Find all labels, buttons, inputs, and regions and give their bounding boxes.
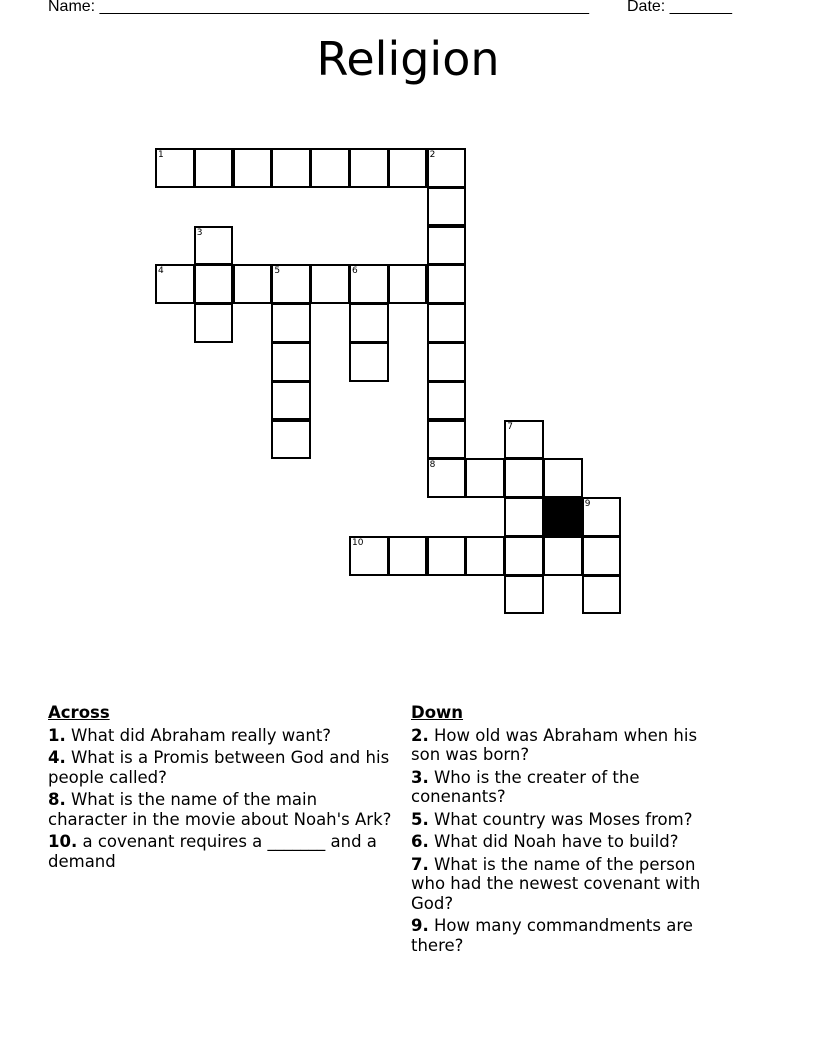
crossword-cell[interactable] (194, 303, 234, 343)
name-line: Name: _______________________________________________________ (48, 0, 589, 15)
crossword-cell[interactable] (543, 536, 583, 576)
crossword-cell[interactable] (310, 148, 350, 188)
date-line: Date: _______ (627, 0, 732, 15)
across-clues (48, 703, 398, 874)
cell-number: 1 (158, 150, 164, 160)
crossword-cell[interactable] (582, 497, 622, 537)
clue-text: What is a Promis between God and his people called? (48, 748, 390, 787)
crossword-cell[interactable] (271, 381, 311, 421)
crossword-cell[interactable] (233, 264, 273, 304)
crossword-cell[interactable] (271, 342, 311, 382)
clue-text: What is the name of the main character in the movie about Noah's Ark? (48, 790, 392, 829)
puzzle-title: Religion (316, 32, 500, 86)
cell-number: 4 (158, 266, 164, 277)
crossword-cell[interactable] (271, 420, 311, 460)
crossword-cell[interactable] (543, 458, 583, 498)
clue-number: 2. (411, 725, 429, 745)
clue-text: Who is the creater of the conenants? (411, 767, 640, 806)
down-clue (411, 832, 731, 852)
down-clue (411, 810, 731, 830)
clue-text: What is the name of the person who had the newest covenant with God? (411, 854, 701, 913)
crossword-cell[interactable] (155, 264, 195, 304)
crossword-cell[interactable] (465, 536, 505, 576)
crossword-cell[interactable] (349, 342, 389, 382)
crossword-cell[interactable] (388, 264, 428, 304)
clue-text: a covenant requires a _______ and a demand (48, 832, 377, 871)
cell-number: 8 (429, 460, 436, 471)
across-heading: Across (48, 703, 110, 722)
cell-number: 2 (429, 150, 436, 160)
crossword-cell[interactable] (427, 458, 467, 498)
crossword-cell[interactable] (427, 381, 467, 421)
cell-number: 5 (274, 266, 281, 277)
crossword-cell[interactable] (155, 148, 195, 188)
clue-number: 9. (411, 916, 429, 935)
crossword-cell[interactable] (504, 497, 544, 537)
cell-number: 7 (507, 421, 513, 432)
crossword-cell[interactable] (504, 420, 544, 460)
crossword-cell[interactable] (427, 226, 467, 266)
across-clue (48, 726, 398, 746)
crossword-cell[interactable] (349, 536, 389, 576)
across-clue (48, 748, 398, 787)
crossword-cell[interactable] (233, 148, 273, 188)
clue-text: What did Abraham really want? (65, 725, 332, 745)
clue-text: How old was Abraham when his son was born? (411, 725, 698, 764)
crossword-cell[interactable] (271, 148, 311, 188)
crossword-cell[interactable] (194, 226, 234, 266)
crossword-cell[interactable] (310, 264, 350, 304)
crossword-cell[interactable] (427, 264, 467, 304)
clue-number: 1. (48, 725, 66, 745)
crossword-cell[interactable] (465, 458, 505, 498)
crossword-cell[interactable] (504, 458, 544, 498)
across-clue (48, 832, 398, 871)
crossword-cell[interactable] (349, 303, 389, 343)
crossword-cell[interactable] (349, 148, 389, 188)
black-cell (543, 497, 583, 537)
clue-text: What country was Moses from? (428, 809, 693, 829)
down-clue (411, 726, 731, 765)
clue-number: 6. (411, 832, 429, 851)
crossword-cell[interactable] (271, 303, 311, 343)
crossword-cell[interactable] (427, 342, 467, 382)
crossword-cell[interactable] (349, 264, 389, 304)
crossword-cell[interactable] (427, 536, 467, 576)
down-clue (411, 916, 731, 955)
down-heading: Down (411, 703, 464, 722)
cell-number: 10 (352, 538, 364, 548)
crossword-cell[interactable] (388, 148, 428, 188)
clue-text: How many commandments are there? (411, 916, 693, 955)
clue-number: 5. (411, 809, 429, 829)
cell-number: 6 (352, 266, 358, 277)
clue-number: 4. (48, 748, 66, 767)
cell-number: 3 (196, 227, 203, 238)
crossword-cell[interactable] (271, 264, 311, 304)
crossword-cell[interactable] (582, 575, 622, 615)
clue-number: 3. (411, 767, 429, 787)
crossword-cell[interactable] (388, 536, 428, 576)
crossword-cell[interactable] (194, 264, 234, 304)
crossword-cell[interactable] (504, 575, 544, 615)
clue-text: What did Noah have to build? (428, 832, 679, 851)
clue-number: 8. (48, 790, 66, 809)
down-clue (411, 855, 731, 914)
crossword-cell[interactable] (427, 303, 467, 343)
crossword-cell[interactable] (582, 536, 622, 576)
across-clue (48, 790, 398, 829)
down-clues (411, 703, 731, 958)
clue-number: 10. (48, 832, 78, 851)
crossword-cell[interactable] (427, 148, 467, 188)
crossword-cell[interactable] (427, 187, 467, 227)
crossword-cell[interactable] (194, 148, 234, 188)
cell-number: 9 (584, 499, 591, 510)
crossword-cell[interactable] (504, 536, 544, 576)
down-clue (411, 768, 731, 807)
crossword-cell[interactable] (427, 420, 467, 460)
clue-number: 7. (411, 854, 429, 874)
